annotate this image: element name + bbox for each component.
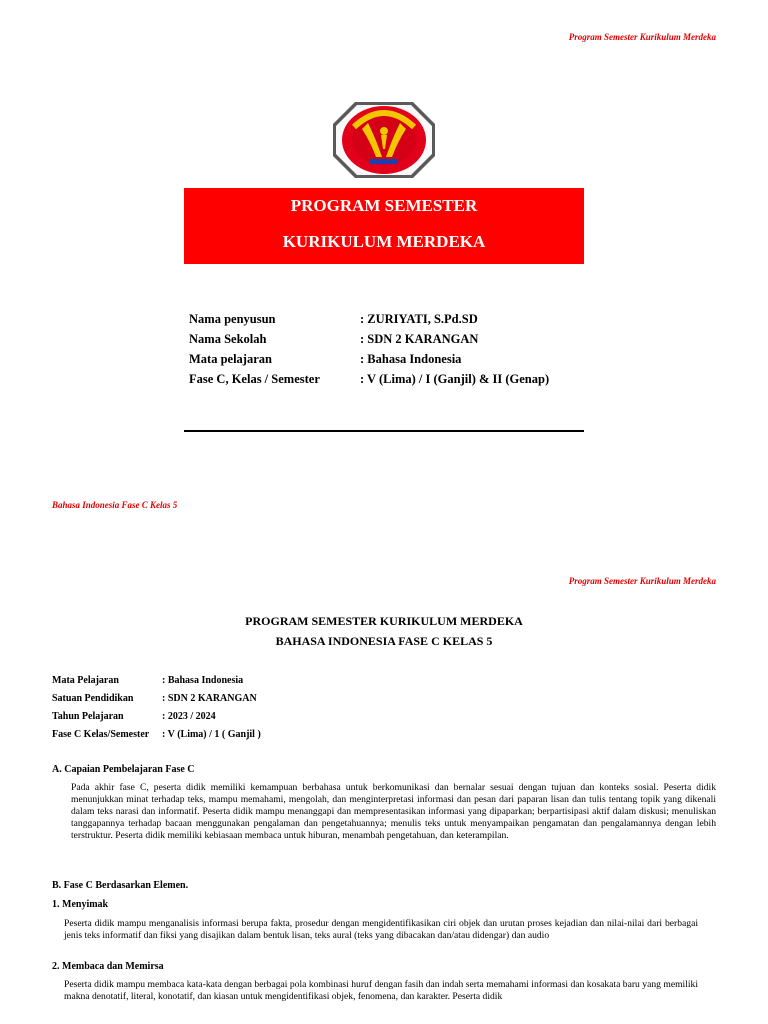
title-banner bbox=[184, 188, 584, 264]
cover-info-value: : Bahasa Indonesia bbox=[360, 352, 462, 366]
page2-title-line2: BAHASA INDONESIA FASE C KELAS 5 bbox=[275, 634, 493, 648]
element-title-membaca: 2. Membaca dan Memirsa bbox=[52, 961, 164, 972]
page2-info-value: : 2023 / 2024 bbox=[162, 711, 216, 722]
section-a-heading: A. Capaian Pembelajaran Fase C bbox=[52, 764, 195, 775]
running-footer: Bahasa Indonesia Fase C Kelas 5 bbox=[52, 500, 178, 510]
divider-line bbox=[184, 430, 584, 432]
section-b-heading: B. Fase C Berdasarkan Elemen. bbox=[52, 880, 189, 891]
page2-info-value: : V (Lima) / 1 ( Ganjil ) bbox=[162, 729, 261, 740]
element-paragraph-menyimak: Peserta didik mampu menganalisis informasi berupa fakta, prosedur dengan mengidentifikasikan ciri objek dan urutan proses kejadian dan nilai-nilai dari berbagai jenis teks informatif dan fiksi yang disajikan dalam bentuk lisan, teks aural (teks yang dibacakan dan/atau didengar) dan audio bbox=[64, 918, 698, 941]
cover-info-label: Nama Sekolah bbox=[189, 332, 267, 346]
page2-info-label: Fase C Kelas/Semester bbox=[52, 729, 150, 740]
banner-title-line2: KURIKULUM MERDEKA bbox=[282, 232, 486, 251]
element-paragraph-membaca: Peserta didik mampu membaca kata-kata dengan berbagai pola kombinasi huruf dengan fasih dan indah serta memahami informasi dan kosakata baru yang memiliki makna denotatif, literal, konotatif, dan kiasan untuk mengidentifikasi objek, fenomena, dan karakter. Peserta didik bbox=[64, 979, 698, 1002]
cover-info-label: Nama penyusun bbox=[189, 312, 276, 326]
element-title-menyimak: 1. Menyimak bbox=[52, 899, 109, 910]
tut-wuri-handayani-logo bbox=[332, 101, 436, 179]
page2-info-value: : Bahasa Indonesia bbox=[162, 675, 244, 686]
page2-info-value: : SDN 2 KARANGAN bbox=[162, 693, 257, 704]
page2-info-label: Satuan Pendidikan bbox=[52, 693, 134, 704]
page2-info-label: Tahun Pelajaran bbox=[52, 711, 124, 722]
cover-info-label: Mata pelajaran bbox=[189, 352, 272, 366]
cover-info-value: : ZURIYATI, S.Pd.SD bbox=[360, 312, 478, 326]
running-header: Program Semester Kurikulum Merdeka bbox=[568, 32, 716, 42]
section-a-paragraph: Pada akhir fase C, peserta didik memiliki kemampuan berbahasa untuk berkomunikasi dan bernalar sesuai dengan tujuan dan konteks sosial. Peserta didik menunjukkan minat terhadap teks, mampu memahami, mengolah, dan menginterpretasi informasi dan pesan dari paparan lisan dan tulis tentang topik yang dikenali dalam teks narasi dan informatif. Peserta didik mampu menanggapi dan mempresentasikan informasi yang dipaparkan; berpartisipasi aktif dalam diskusi; menuliskan tanggapannya terhadap bacaan menggunakan pengalaman dan pengetahuannya; menulis teks untuk menyampaikan pengamatan dan pengalamannya dengan lebih terstruktur. Peserta didik memiliki kebiasaan membaca untuk hiburan, menambah pengetahuan, dan keterampilan. bbox=[71, 782, 716, 841]
page2-title-line1: PROGRAM SEMESTER KURIKULUM MERDEKA bbox=[245, 614, 523, 628]
cover-info-label: Fase C, Kelas / Semester bbox=[189, 372, 320, 386]
cover-info-value: : SDN 2 KARANGAN bbox=[360, 332, 479, 346]
cover-info-value: : V (Lima) / I (Ganjil) & II (Genap) bbox=[360, 372, 550, 386]
page2-info-label: Mata Pelajaran bbox=[52, 675, 119, 686]
running-header-page2: Program Semester Kurikulum Merdeka bbox=[568, 576, 716, 586]
banner-title-line1: PROGRAM SEMESTER bbox=[290, 196, 478, 215]
